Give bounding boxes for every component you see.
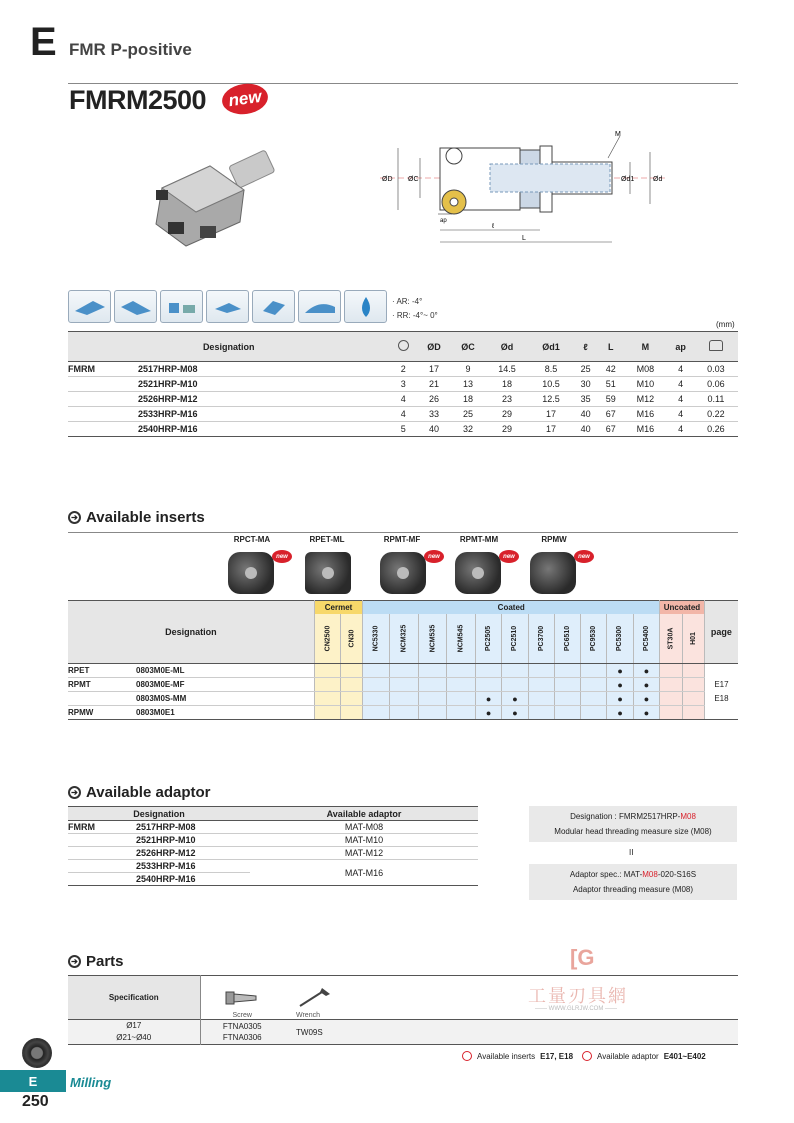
table-cell: 2533HRP-M16 bbox=[138, 407, 389, 422]
grade-header bbox=[447, 614, 476, 664]
table-row bbox=[68, 362, 738, 377]
grade-cell bbox=[682, 692, 704, 706]
table-row bbox=[68, 377, 738, 392]
group-label bbox=[68, 392, 138, 407]
adaptor-link[interactable]: Available adaptor bbox=[597, 1051, 659, 1061]
th-od: ØD bbox=[417, 332, 451, 362]
grade-cell bbox=[418, 692, 447, 706]
parts-heading bbox=[68, 953, 124, 970]
table-cell: 32 bbox=[451, 422, 485, 437]
arrow-icon: ➔ bbox=[68, 511, 81, 524]
grade-cell: ● bbox=[475, 706, 501, 720]
flute-icon bbox=[398, 340, 409, 351]
grade-header bbox=[660, 614, 683, 664]
table-cell: M08 bbox=[623, 362, 667, 377]
screw-label: Screw bbox=[232, 1012, 252, 1019]
spec-value: Ø21~Ø40 bbox=[116, 1033, 152, 1042]
grade-header bbox=[341, 614, 363, 664]
table-cell: 40 bbox=[573, 407, 598, 422]
designation: 2521HRP-M10 bbox=[136, 834, 250, 847]
arrow-icon: ➔ bbox=[68, 786, 81, 799]
table-cell: 25 bbox=[573, 362, 598, 377]
grade-header bbox=[390, 614, 419, 664]
inserts-pages: E17, E18 bbox=[540, 1051, 574, 1061]
note-text: Designation : FMRM2517HRP- bbox=[570, 812, 681, 821]
th-adaptor: Available adaptor bbox=[250, 807, 478, 821]
table-cell: M16 bbox=[623, 407, 667, 422]
watermark-url: —— WWW.GLRJW.COM —— bbox=[535, 1006, 617, 1012]
table-cell: 29 bbox=[485, 407, 529, 422]
table-cell: M12 bbox=[623, 392, 667, 407]
spec-value: Ø17 bbox=[126, 1021, 142, 1030]
page-ref[interactable]: E17 bbox=[714, 679, 729, 689]
table-cell: 4 bbox=[667, 377, 693, 392]
table-cell: 4 bbox=[667, 422, 693, 437]
th-designation: Designation bbox=[68, 807, 250, 821]
grade-header bbox=[418, 614, 447, 664]
table-cell: 67 bbox=[598, 407, 623, 422]
th-od1: Ød1 bbox=[529, 332, 573, 362]
grade-label: PC5400 bbox=[642, 625, 650, 651]
note-text: Adaptor threading measure (M08) bbox=[572, 885, 694, 894]
section-letter: E bbox=[30, 20, 57, 64]
grade-cell bbox=[660, 664, 683, 678]
grade-cell bbox=[390, 664, 419, 678]
grade-label: ST30A bbox=[667, 627, 675, 650]
table-cell: M10 bbox=[623, 377, 667, 392]
grade-cell bbox=[475, 678, 501, 692]
page-ref[interactable]: E18 bbox=[714, 693, 729, 703]
table-cell: 51 bbox=[598, 377, 623, 392]
adaptor: MAT-M08 bbox=[250, 821, 478, 834]
grade-cell bbox=[447, 678, 476, 692]
new-badge: new bbox=[220, 81, 270, 117]
grade-cell bbox=[418, 706, 447, 720]
grade-cell bbox=[363, 692, 390, 706]
table-cell: 0.06 bbox=[694, 377, 738, 392]
label-L: L bbox=[522, 235, 526, 242]
wrench-cell bbox=[284, 976, 738, 1020]
grade-cell bbox=[660, 706, 683, 720]
divider bbox=[68, 532, 738, 533]
watermark-logo: [G bbox=[570, 945, 595, 970]
grade-cell bbox=[581, 706, 607, 720]
table-cell: 4 bbox=[667, 362, 693, 377]
section-tab-label: Milling bbox=[70, 1075, 112, 1090]
th-flutes bbox=[389, 332, 417, 362]
grade-header bbox=[314, 614, 341, 664]
inserts-heading-text: Available inserts bbox=[86, 509, 205, 526]
designation-note bbox=[529, 806, 737, 842]
insert-type bbox=[68, 692, 136, 706]
screw-icon bbox=[222, 984, 262, 1010]
grade-cell bbox=[447, 664, 476, 678]
table-cell: 4 bbox=[389, 392, 417, 407]
adaptor: MAT-M12 bbox=[250, 847, 478, 860]
parts-table bbox=[68, 975, 738, 1045]
table-row bbox=[68, 407, 738, 422]
grade-cell bbox=[554, 678, 580, 692]
label-od: ØD bbox=[382, 176, 393, 183]
page-number: 250 bbox=[22, 1093, 49, 1110]
table-cell: 2526HRP-M12 bbox=[138, 392, 389, 407]
arrow-icon: ➔ bbox=[68, 955, 81, 968]
new-badge: new bbox=[499, 550, 519, 563]
grade-label: CN30 bbox=[348, 629, 356, 648]
table-cell: 17 bbox=[417, 362, 451, 377]
table-row bbox=[68, 692, 738, 706]
table-cell: 2 bbox=[389, 362, 417, 377]
table-cell: 10.5 bbox=[529, 377, 573, 392]
grade-cell bbox=[581, 664, 607, 678]
grade-cell bbox=[447, 692, 476, 706]
table-cell: 35 bbox=[573, 392, 598, 407]
table-cell: 9 bbox=[451, 362, 485, 377]
unit-label: (mm) bbox=[716, 320, 735, 329]
section-subtitle: FMR P-positive bbox=[69, 40, 192, 59]
adaptor-heading-text: Available adaptor bbox=[86, 784, 211, 801]
table-cell: 42 bbox=[598, 362, 623, 377]
insert-code: 0803M0E1 bbox=[136, 706, 314, 720]
designation: 2540HRP-M16 bbox=[136, 873, 250, 886]
note-text: Adaptor spec.: MAT- bbox=[569, 870, 643, 879]
table-cell: 40 bbox=[417, 422, 451, 437]
label-l: ℓ bbox=[492, 223, 495, 230]
new-badge: new bbox=[272, 550, 292, 563]
insert-image bbox=[380, 552, 426, 594]
grade-header bbox=[528, 614, 554, 664]
spec-label: Specification bbox=[68, 976, 200, 1020]
adaptor: MAT-M16 bbox=[250, 860, 478, 886]
table-cell: 12.5 bbox=[529, 392, 573, 407]
th-coated: Coated bbox=[363, 601, 660, 614]
cutter-logo bbox=[22, 1038, 52, 1068]
table-cell: 21 bbox=[417, 377, 451, 392]
table-cell: 2521HRP-M10 bbox=[138, 377, 389, 392]
technical-drawing bbox=[380, 128, 670, 253]
note-text: -020-S16S bbox=[657, 870, 697, 879]
table-cell: 4 bbox=[667, 392, 693, 407]
table-cell: 25 bbox=[451, 407, 485, 422]
grade-header bbox=[633, 614, 659, 664]
arrow-icon bbox=[582, 1051, 592, 1061]
grade-label: H01 bbox=[689, 631, 697, 645]
th-ap: ap bbox=[667, 332, 693, 362]
steel-icon bbox=[68, 290, 111, 323]
grade-label: CN2500 bbox=[324, 625, 332, 652]
adaptor-heading bbox=[68, 784, 210, 801]
table-cell: 17 bbox=[529, 422, 573, 437]
page-title: FMRM2500 bbox=[69, 85, 207, 115]
table-row bbox=[68, 422, 738, 437]
body-table bbox=[68, 331, 738, 437]
grade-cell bbox=[660, 678, 683, 692]
table-cell: 2540HRP-M16 bbox=[138, 422, 389, 437]
th-designation: Designation bbox=[68, 332, 389, 362]
grade-cell bbox=[502, 664, 528, 678]
grade-cell: ● bbox=[633, 664, 659, 678]
insert-type-label: RPET-ML bbox=[309, 535, 345, 544]
grade-cell bbox=[528, 678, 554, 692]
table-cell: 4 bbox=[667, 407, 693, 422]
table-row bbox=[68, 706, 738, 720]
grade-label: NCM535 bbox=[429, 624, 437, 653]
grade-cell bbox=[314, 678, 341, 692]
insert-type: RPMT bbox=[68, 678, 136, 692]
insert-type-label: RPMT-MM bbox=[459, 535, 499, 544]
table-row bbox=[68, 678, 738, 692]
coolant-icon bbox=[344, 290, 387, 323]
grade-cell bbox=[581, 692, 607, 706]
insert-type-label: RPMW bbox=[541, 535, 567, 544]
grade-cell: ● bbox=[607, 692, 633, 706]
grade-cell bbox=[554, 664, 580, 678]
grade-label: NC5330 bbox=[372, 625, 380, 652]
th-oc: ØC bbox=[451, 332, 485, 362]
grade-label: NCM545 bbox=[457, 624, 465, 653]
inserts-link[interactable]: Available inserts bbox=[477, 1051, 536, 1061]
adaptor-note bbox=[529, 864, 737, 900]
grade-label: NCM325 bbox=[400, 624, 408, 653]
grade-cell bbox=[363, 678, 390, 692]
table-cell: 33 bbox=[417, 407, 451, 422]
label-od1: Ød1 bbox=[621, 176, 635, 183]
grade-cell bbox=[390, 678, 419, 692]
grade-cell: ● bbox=[502, 706, 528, 720]
grade-cell: ● bbox=[607, 664, 633, 678]
inserts-heading bbox=[68, 509, 205, 526]
insert-type: RPMW bbox=[68, 706, 136, 720]
table-cell: 40 bbox=[573, 422, 598, 437]
section-tab: E bbox=[0, 1070, 66, 1092]
grade-label: PC2505 bbox=[485, 625, 493, 651]
grade-cell bbox=[528, 692, 554, 706]
grade-cell bbox=[502, 678, 528, 692]
wrench-code: TW09S bbox=[296, 1027, 323, 1037]
grade-cell bbox=[363, 706, 390, 720]
grade-cell bbox=[363, 664, 390, 678]
table-cell: 0.22 bbox=[694, 407, 738, 422]
new-badge: new bbox=[574, 550, 594, 563]
insert-code: 0803M0E-MF bbox=[136, 678, 314, 692]
grade-cell bbox=[475, 664, 501, 678]
group-label bbox=[68, 407, 138, 422]
table-cell: 67 bbox=[598, 422, 623, 437]
parts-heading-text: Parts bbox=[86, 953, 124, 970]
th-cermet: Cermet bbox=[314, 601, 363, 614]
grade-label: PC9530 bbox=[590, 625, 598, 651]
grade-cell bbox=[314, 706, 341, 720]
grade-cell bbox=[341, 664, 363, 678]
th-page: page bbox=[704, 601, 738, 664]
table-cell: 13 bbox=[451, 377, 485, 392]
note-text: Modular head threading measure size (M08) bbox=[554, 827, 712, 836]
arrow-icon bbox=[462, 1051, 472, 1061]
angle-specs bbox=[392, 295, 438, 323]
ar-angle: · AR: -4° bbox=[392, 297, 423, 306]
grade-cell bbox=[390, 692, 419, 706]
grade-cell bbox=[341, 678, 363, 692]
nonferrous-icon bbox=[206, 290, 249, 323]
screw-cell bbox=[200, 976, 284, 1020]
wrench-label: Wrench bbox=[296, 1012, 320, 1019]
table-cell: 8.5 bbox=[529, 362, 573, 377]
grade-header bbox=[554, 614, 580, 664]
hardened-icon bbox=[298, 290, 341, 323]
insert-code: 0803M0E-ML bbox=[136, 664, 314, 678]
grade-cell: ● bbox=[475, 692, 501, 706]
table-cell: M16 bbox=[623, 422, 667, 437]
insert-image bbox=[530, 552, 576, 594]
table-cell: 17 bbox=[529, 407, 573, 422]
grade-header bbox=[607, 614, 633, 664]
table-cell: 0.11 bbox=[694, 392, 738, 407]
note-highlight: M08 bbox=[642, 870, 658, 879]
page-refs bbox=[704, 664, 738, 720]
th-uncoated: Uncoated bbox=[660, 601, 705, 614]
group-label bbox=[68, 377, 138, 392]
grade-cell bbox=[390, 706, 419, 720]
table-cell: 59 bbox=[598, 392, 623, 407]
watermark-text: 工量刃具網 bbox=[528, 986, 628, 1006]
grade-cell bbox=[528, 706, 554, 720]
insert-image bbox=[305, 552, 351, 594]
group-label: FMRM bbox=[68, 821, 136, 834]
designation: 2533HRP-M16 bbox=[136, 860, 250, 873]
grade-cell bbox=[418, 664, 447, 678]
grade-header bbox=[581, 614, 607, 664]
grade-cell bbox=[528, 664, 554, 678]
grade-header bbox=[682, 614, 704, 664]
grade-header bbox=[363, 614, 390, 664]
equals-sign: II bbox=[629, 848, 634, 857]
table-cell: 0.26 bbox=[694, 422, 738, 437]
grade-label: PC5300 bbox=[616, 625, 624, 651]
table-cell: 26 bbox=[417, 392, 451, 407]
cast-iron-icon bbox=[160, 290, 203, 323]
designation: 2517HRP-M08 bbox=[136, 821, 250, 834]
insert-image bbox=[455, 552, 501, 594]
grade-header bbox=[502, 614, 528, 664]
label-oc: ØC bbox=[408, 176, 419, 183]
divider bbox=[68, 83, 738, 84]
table-cell: 30 bbox=[573, 377, 598, 392]
th-l: ℓ bbox=[573, 332, 598, 362]
screw-codes bbox=[200, 1020, 284, 1045]
table-row bbox=[68, 664, 738, 678]
table-cell: 14.5 bbox=[485, 362, 529, 377]
grade-cell bbox=[682, 706, 704, 720]
inserts-table bbox=[68, 600, 738, 720]
screw-code: FTNA0305 bbox=[222, 1022, 262, 1031]
insert-code: 0803M0S-MM bbox=[136, 692, 314, 706]
group-label: FMRM bbox=[68, 362, 138, 377]
weight-icon bbox=[709, 340, 723, 351]
grade-label: PC3700 bbox=[537, 625, 545, 651]
grade-cell bbox=[418, 678, 447, 692]
label-ap: ap bbox=[440, 218, 447, 224]
table-cell: 29 bbox=[485, 422, 529, 437]
grade-label: PC2510 bbox=[511, 625, 519, 651]
table-cell: 4 bbox=[389, 407, 417, 422]
grade-cell bbox=[341, 706, 363, 720]
grade-cell bbox=[581, 678, 607, 692]
grade-cell bbox=[341, 692, 363, 706]
adaptor-pages: E401~E402 bbox=[663, 1051, 706, 1061]
spec-values bbox=[68, 1020, 200, 1045]
grade-label: PC6510 bbox=[564, 625, 572, 651]
table-cell: 18 bbox=[485, 377, 529, 392]
grade-cell bbox=[682, 664, 704, 678]
grade-cell: ● bbox=[607, 678, 633, 692]
insert-type-label: RPCT-MA bbox=[233, 535, 271, 544]
grade-cell bbox=[554, 692, 580, 706]
heat-resistant-icon bbox=[252, 290, 295, 323]
table-row bbox=[68, 392, 738, 407]
insert-type-label: RPMT-MF bbox=[383, 535, 421, 544]
group-label bbox=[68, 422, 138, 437]
screw-code: FTNA0306 bbox=[222, 1033, 262, 1042]
footer-links bbox=[462, 1051, 706, 1061]
grade-cell bbox=[314, 692, 341, 706]
insert-image bbox=[228, 552, 274, 594]
note-highlight: M08 bbox=[680, 812, 696, 821]
grade-header bbox=[475, 614, 501, 664]
grade-cell: ● bbox=[633, 692, 659, 706]
new-badge: new bbox=[424, 550, 444, 563]
grade-cell bbox=[554, 706, 580, 720]
table-cell: 18 bbox=[451, 392, 485, 407]
grade-cell: ● bbox=[502, 692, 528, 706]
grade-cell: ● bbox=[607, 706, 633, 720]
cutter-photo bbox=[140, 140, 280, 250]
table-cell: 3 bbox=[389, 377, 417, 392]
adaptor: MAT-M10 bbox=[250, 834, 478, 847]
table-cell: 5 bbox=[389, 422, 417, 437]
insert-type: RPET bbox=[68, 664, 136, 678]
adaptor-table bbox=[68, 806, 478, 886]
wrench-icon bbox=[296, 984, 336, 1010]
th-designation: Designation bbox=[68, 601, 314, 664]
rr-angle: · RR: -4°~ 0° bbox=[392, 311, 438, 320]
stainless-icon bbox=[114, 290, 157, 323]
th-m: M bbox=[623, 332, 667, 362]
grade-cell bbox=[682, 678, 704, 692]
grade-cell bbox=[314, 664, 341, 678]
th-weight bbox=[694, 332, 738, 362]
table-cell: 0.03 bbox=[694, 362, 738, 377]
th-L: L bbox=[598, 332, 623, 362]
th-od-small: Ød bbox=[485, 332, 529, 362]
label-m: M bbox=[615, 131, 621, 138]
grade-cell: ● bbox=[633, 678, 659, 692]
table-cell: 23 bbox=[485, 392, 529, 407]
designation: 2526HRP-M12 bbox=[136, 847, 250, 860]
grade-cell: ● bbox=[633, 706, 659, 720]
grade-cell bbox=[447, 706, 476, 720]
label-od-small: Ød bbox=[653, 176, 663, 183]
table-cell: 2517HRP-M08 bbox=[138, 362, 389, 377]
grade-cell bbox=[660, 692, 683, 706]
